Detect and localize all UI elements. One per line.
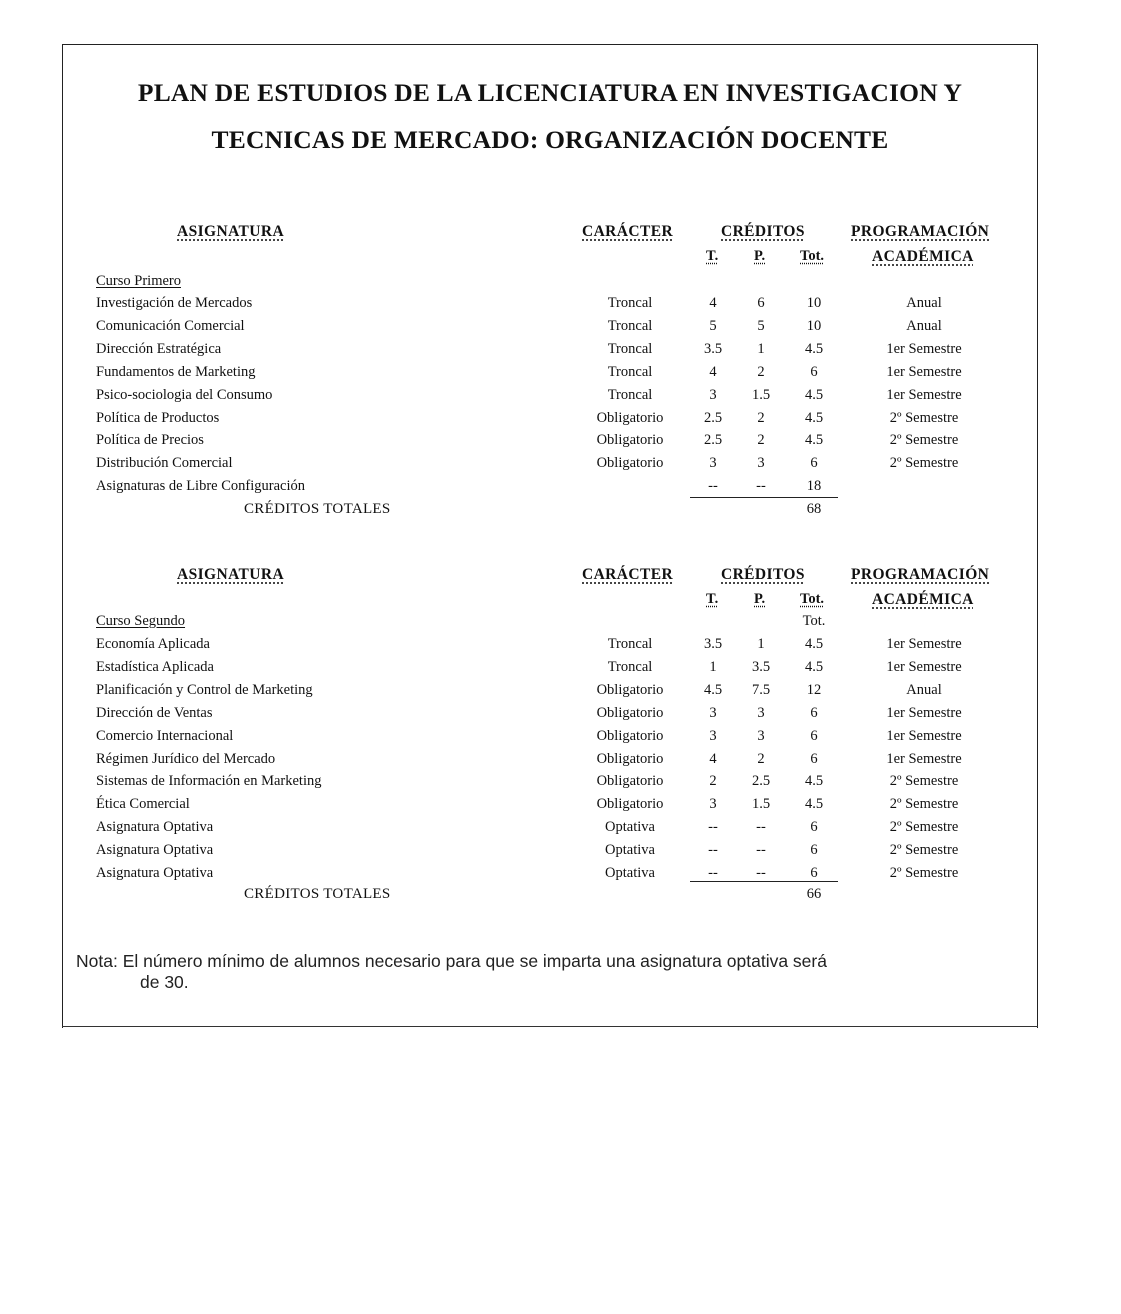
section1-totals-value: 68	[806, 501, 822, 517]
cell-name: Psico-sociologia del Consumo	[96, 387, 273, 403]
header-tot-2: Tot.	[800, 591, 825, 607]
cell-prog: 2º Semestre	[889, 773, 959, 789]
cell-tot: 6	[810, 728, 818, 744]
cell-tot: 10	[806, 318, 822, 334]
cell-name: Ética Comercial	[96, 796, 190, 812]
cell-caracter: Troncal	[607, 341, 653, 357]
cell-t: 3	[709, 705, 717, 721]
cell-caracter: Optativa	[605, 819, 655, 835]
cell-tot: 6	[810, 455, 818, 471]
cell-tot: 4.5	[804, 432, 824, 448]
cell-p: 1.5	[751, 796, 771, 812]
cell-prog: 1er Semestre	[886, 751, 962, 767]
cell-tot: 6	[810, 364, 818, 380]
cell-tot: 4.5	[804, 387, 824, 403]
cell-p: 2	[757, 410, 765, 426]
cell-caracter: Obligatorio	[596, 432, 664, 448]
cell-name: Asignaturas de Libre Configuración	[96, 478, 305, 494]
cell-tot: 6	[810, 751, 818, 767]
header-programacion: PROGRAMACIÓN	[851, 223, 990, 240]
section2-totals-value: 66	[806, 886, 822, 902]
cell-name: Política de Precios	[96, 432, 204, 448]
cell-name: Asignatura Optativa	[96, 842, 214, 858]
cell-prog: 1er Semestre	[886, 705, 962, 721]
cell-t: 3	[709, 455, 717, 471]
frame-bottom-rule	[62, 1026, 1038, 1027]
cell-prog: 1er Semestre	[886, 364, 962, 380]
cell-tot: 4.5	[804, 796, 824, 812]
footnote-line1: Nota: El número mínimo de alumnos necesario para que se imparta una asignatura optativa será	[76, 951, 827, 971]
cell-t: 2.5	[703, 410, 723, 426]
cell-prog: 1er Semestre	[886, 636, 962, 652]
cell-caracter: Troncal	[607, 659, 653, 675]
cell-name: Sistemas de Información en Marketing	[96, 773, 322, 789]
cell-t: 3	[709, 728, 717, 744]
document-title-line2: TECNICAS DE MERCADO: ORGANIZACIÓN DOCENTE	[211, 125, 889, 154]
cell-p: 5	[757, 318, 765, 334]
cell-tot: 6	[810, 705, 818, 721]
cell-t: --	[708, 842, 718, 858]
course-heading-segundo: Curso Segundo	[96, 613, 186, 629]
cell-prog: Anual	[906, 682, 942, 698]
cell-p: 7.5	[751, 682, 771, 698]
cell-tot: 6	[810, 865, 818, 881]
cell-prog: 1er Semestre	[886, 341, 962, 357]
cell-t: 3.5	[703, 636, 723, 652]
cell-t: 1	[709, 659, 717, 675]
cell-prog: 2º Semestre	[889, 432, 959, 448]
cell-prog: 2º Semestre	[889, 455, 959, 471]
cell-caracter: Obligatorio	[596, 682, 664, 698]
cell-caracter: Obligatorio	[596, 410, 664, 426]
cell-t: 3	[709, 387, 717, 403]
cell-t: 5	[709, 318, 717, 334]
cell-p: 1	[757, 636, 765, 652]
cell-p: 2	[757, 751, 765, 767]
cell-tot: 4.5	[804, 410, 824, 426]
cell-caracter: Troncal	[607, 295, 653, 311]
cell-prog: Anual	[906, 318, 942, 334]
section1-totals-label: CRÉDITOS TOTALES	[244, 501, 391, 517]
cell-t: 4	[709, 295, 717, 311]
header-programacion-2: PROGRAMACIÓN	[851, 566, 990, 583]
section2-totals-label: CRÉDITOS TOTALES	[244, 886, 391, 902]
cell-name: Planificación y Control de Marketing	[96, 682, 313, 698]
cell-caracter: Obligatorio	[596, 751, 664, 767]
cell-name: Régimen Jurídico del Mercado	[96, 751, 276, 767]
header-caracter-2: CARÁCTER	[582, 566, 674, 583]
cell-name: Estadística Aplicada	[96, 659, 214, 675]
cell-tot: 6	[810, 842, 818, 858]
header-p: P.	[754, 248, 766, 264]
cell-caracter: Optativa	[605, 865, 655, 881]
cell-name: Investigación de Mercados	[96, 295, 253, 311]
cell-p: 1	[757, 341, 765, 357]
cell-name: Fundamentos de Marketing	[96, 364, 256, 380]
cell-tot: 18	[806, 478, 822, 494]
cell-tot: 4.5	[804, 659, 824, 675]
cell-prog: 1er Semestre	[886, 387, 962, 403]
cell-caracter: Obligatorio	[596, 796, 664, 812]
cell-t: 4.5	[703, 682, 723, 698]
header-creditos: CRÉDITOS	[721, 223, 805, 240]
cell-t: 4	[709, 751, 717, 767]
cell-t: --	[708, 819, 718, 835]
cell-name: Distribución Comercial	[96, 455, 233, 471]
header-t: T.	[706, 248, 719, 264]
cell-caracter: Obligatorio	[596, 728, 664, 744]
cell-tot: 4.5	[804, 636, 824, 652]
header-asignatura-2: ASIGNATURA	[177, 566, 285, 583]
cell-p: 3	[757, 705, 765, 721]
cell-name: Política de Productos	[96, 410, 220, 426]
cell-caracter: Troncal	[607, 364, 653, 380]
section2-sum-rule	[690, 881, 838, 882]
header-tot: Tot.	[800, 248, 825, 264]
cell-p: 6	[757, 295, 765, 311]
cell-prog: 1er Semestre	[886, 728, 962, 744]
cell-tot: 12	[806, 682, 822, 698]
cell-tot: 6	[810, 819, 818, 835]
cell-prog: 2º Semestre	[889, 865, 959, 881]
cell-t: --	[708, 478, 718, 494]
cell-name: Comunicación Comercial	[96, 318, 245, 334]
cell-name: Dirección Estratégica	[96, 341, 222, 357]
cell-name: Asignatura Optativa	[96, 865, 214, 881]
cell-p: 2	[757, 364, 765, 380]
cell-prog: 2º Semestre	[889, 819, 959, 835]
cell-t: 2.5	[703, 432, 723, 448]
header-academica: ACADÉMICA	[872, 248, 974, 265]
cell-prog: 2º Semestre	[889, 410, 959, 426]
header-t-2: T.	[706, 591, 719, 607]
section2-tot-extra: Tot.	[802, 613, 826, 629]
document-title-line1: PLAN DE ESTUDIOS DE LA LICENCIATURA EN INVESTIGACION Y	[137, 78, 963, 107]
footnote-line2: de 30.	[140, 972, 189, 992]
cell-tot: 4.5	[804, 773, 824, 789]
header-academica-2: ACADÉMICA	[872, 591, 974, 608]
cell-prog: Anual	[906, 295, 942, 311]
cell-caracter: Obligatorio	[596, 705, 664, 721]
cell-tot: 4.5	[804, 341, 824, 357]
cell-t: 2	[709, 773, 717, 789]
cell-p: --	[756, 819, 766, 835]
cell-t: 3.5	[703, 341, 723, 357]
footnote	[76, 951, 1031, 993]
header-p-2: P.	[754, 591, 766, 607]
course-heading-primero: Curso Primero	[96, 273, 181, 289]
cell-caracter: Troncal	[607, 387, 653, 403]
cell-prog: 2º Semestre	[889, 842, 959, 858]
section1-sum-rule	[690, 497, 838, 498]
cell-name: Dirección de Ventas	[96, 705, 213, 721]
header-caracter: CARÁCTER	[582, 223, 674, 240]
header-asignatura: ASIGNATURA	[177, 223, 285, 240]
cell-caracter: Troncal	[607, 318, 653, 334]
cell-name: Economía Aplicada	[96, 636, 210, 652]
cell-t: 4	[709, 364, 717, 380]
header-creditos-2: CRÉDITOS	[721, 566, 805, 583]
cell-p: 1.5	[751, 387, 771, 403]
cell-tot: 10	[806, 295, 822, 311]
cell-t: 3	[709, 796, 717, 812]
cell-p: --	[756, 842, 766, 858]
cell-t: --	[708, 865, 718, 881]
cell-caracter: Optativa	[605, 842, 655, 858]
cell-p: 3	[757, 455, 765, 471]
cell-caracter: Obligatorio	[596, 455, 664, 471]
cell-name: Asignatura Optativa	[96, 819, 214, 835]
cell-p: 2	[757, 432, 765, 448]
cell-p: 3	[757, 728, 765, 744]
cell-caracter: Obligatorio	[596, 773, 664, 789]
cell-p: --	[756, 865, 766, 881]
cell-p: --	[756, 478, 766, 494]
cell-prog: 1er Semestre	[886, 659, 962, 675]
cell-prog: 2º Semestre	[889, 796, 959, 812]
cell-p: 2.5	[751, 773, 771, 789]
cell-p: 3.5	[751, 659, 771, 675]
cell-name: Comercio Internacional	[96, 728, 234, 744]
cell-caracter: Troncal	[607, 636, 653, 652]
